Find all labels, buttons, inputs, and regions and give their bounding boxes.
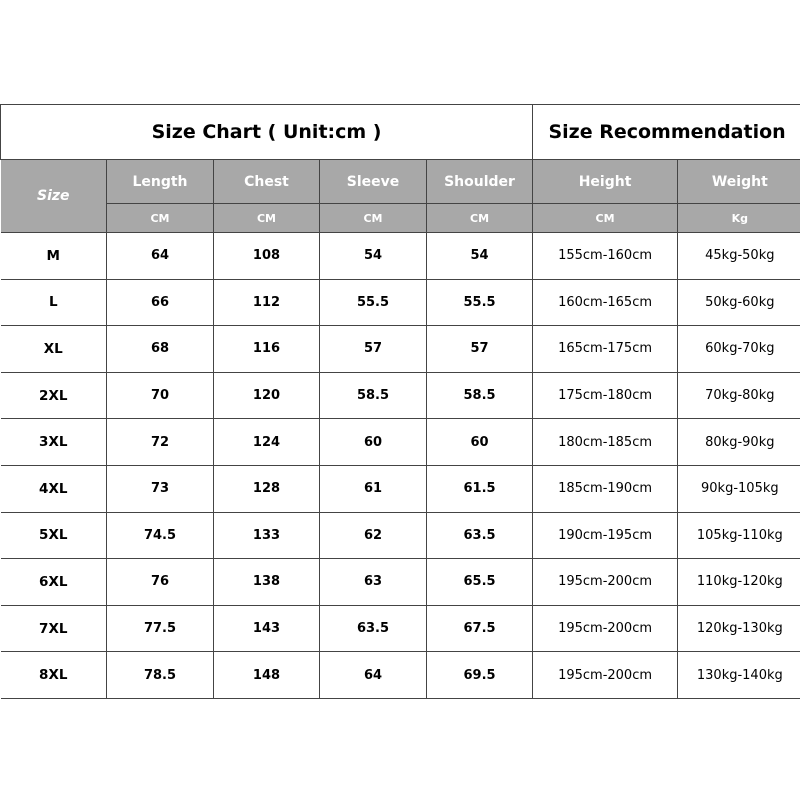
sleeve-cell: 62 [320,512,427,559]
size-recommendation-title: Size Recommendation [533,105,800,160]
weight-cell: 70kg-80kg [678,372,800,419]
table-row [1,465,800,512]
shoulder-cell: 69.5 [427,652,533,699]
chest-cell: 124 [214,419,320,466]
height-cell: 190cm-195cm [533,512,678,559]
height-cell: 195cm-200cm [533,652,678,699]
size-cell: 8XL [1,652,107,699]
shoulder-cell: 55.5 [427,279,533,326]
sleeve-column-header: Sleeve [320,160,427,204]
weight-cell: 45kg-50kg [678,233,800,280]
sleeve-cell: 55.5 [320,279,427,326]
size-cell: 5XL [1,512,107,559]
length-cell: 68 [107,326,214,373]
shoulder-unit: CM [427,204,533,233]
height-cell: 155cm-160cm [533,233,678,280]
length-cell: 77.5 [107,605,214,652]
length-cell: 76 [107,559,214,606]
length-cell: 73 [107,465,214,512]
chest-cell: 133 [214,512,320,559]
chest-column-header: Chest [214,160,320,204]
chest-cell: 112 [214,279,320,326]
weight-cell: 60kg-70kg [678,326,800,373]
unit-row [1,204,800,233]
sleeve-cell: 57 [320,326,427,373]
table-row [1,233,800,280]
length-cell: 78.5 [107,652,214,699]
weight-column-header: Weight [678,160,800,204]
chest-cell: 116 [214,326,320,373]
table-row [1,326,800,373]
sleeve-cell: 64 [320,652,427,699]
height-cell: 165cm-175cm [533,326,678,373]
length-unit: CM [107,204,214,233]
shoulder-cell: 67.5 [427,605,533,652]
height-cell: 160cm-165cm [533,279,678,326]
size-cell: M [1,233,107,280]
size-cell: 2XL [1,372,107,419]
size-cell: 6XL [1,559,107,606]
length-cell: 64 [107,233,214,280]
size-cell: XL [1,326,107,373]
height-column-header: Height [533,160,678,204]
size-cell: 4XL [1,465,107,512]
sleeve-cell: 60 [320,419,427,466]
size-cell: L [1,279,107,326]
weight-cell: 50kg-60kg [678,279,800,326]
table-row [1,372,800,419]
title-row [1,105,800,160]
chest-unit: CM [214,204,320,233]
size-cell: 7XL [1,605,107,652]
weight-cell: 130kg-140kg [678,652,800,699]
size-column-header: Size [1,160,107,233]
shoulder-cell: 65.5 [427,559,533,606]
length-cell: 66 [107,279,214,326]
chest-cell: 128 [214,465,320,512]
sleeve-cell: 63 [320,559,427,606]
weight-cell: 80kg-90kg [678,419,800,466]
height-cell: 175cm-180cm [533,372,678,419]
chest-cell: 148 [214,652,320,699]
size-chart-table [0,104,800,699]
shoulder-cell: 54 [427,233,533,280]
sleeve-cell: 58.5 [320,372,427,419]
sleeve-cell: 54 [320,233,427,280]
length-column-header: Length [107,160,214,204]
header-row [1,160,800,204]
chest-cell: 138 [214,559,320,606]
shoulder-cell: 63.5 [427,512,533,559]
weight-cell: 90kg-105kg [678,465,800,512]
shoulder-cell: 60 [427,419,533,466]
size-cell: 3XL [1,419,107,466]
height-cell: 195cm-200cm [533,605,678,652]
length-cell: 74.5 [107,512,214,559]
weight-cell: 110kg-120kg [678,559,800,606]
sleeve-cell: 61 [320,465,427,512]
shoulder-cell: 61.5 [427,465,533,512]
height-cell: 195cm-200cm [533,559,678,606]
height-cell: 185cm-190cm [533,465,678,512]
weight-unit: Kg [678,204,800,233]
height-cell: 180cm-185cm [533,419,678,466]
size-chart-title: Size Chart ( Unit:cm ) [1,105,533,160]
length-cell: 72 [107,419,214,466]
table-row [1,279,800,326]
height-unit: CM [533,204,678,233]
shoulder-column-header: Shoulder [427,160,533,204]
chest-cell: 120 [214,372,320,419]
shoulder-cell: 58.5 [427,372,533,419]
weight-cell: 105kg-110kg [678,512,800,559]
sleeve-cell: 63.5 [320,605,427,652]
table-row [1,605,800,652]
table-row [1,559,800,606]
length-cell: 70 [107,372,214,419]
chest-cell: 108 [214,233,320,280]
weight-cell: 120kg-130kg [678,605,800,652]
shoulder-cell: 57 [427,326,533,373]
sleeve-unit: CM [320,204,427,233]
table-row [1,419,800,466]
table-row [1,652,800,699]
chest-cell: 143 [214,605,320,652]
table-row [1,512,800,559]
